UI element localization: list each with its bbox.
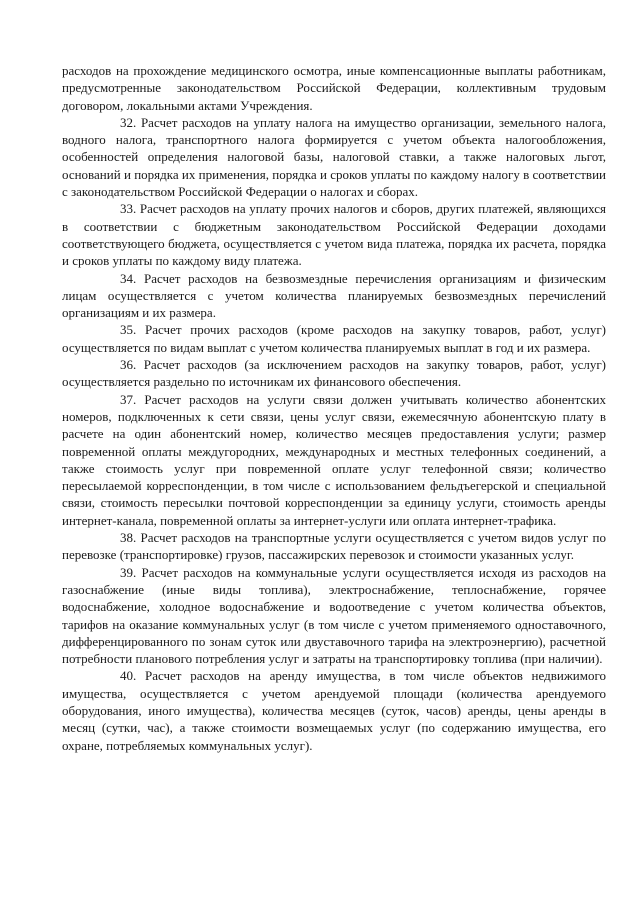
- paragraph-33: 33. Расчет расходов на уплату прочих налогов и сборов, других платежей, являющихся в соответствии с бюджетным законодательством Российской Федерации доходами соответствующего бюджета, осуществляется с учетом вида платежа, порядка их расчета, порядка и сроков уплаты по каждому виду платежа.: [62, 201, 606, 269]
- paragraph-continuation: расходов на прохождение медицинского осмотра, иные компенсационные выплаты работникам, предусмотренные законодательством Российской Федерации, коллективным трудовым договором, локальными актами Учреждения.: [62, 63, 606, 113]
- paragraph-37: 37. Расчет расходов на услуги связи должен учитывать количество абонентских номеров, подключенных к сети связи, цены услуг связи, ежемесячную абонентскую плату в расчете на один абонентский номер, количество месяцев предоставления услуги; размер повременной оплаты междугородних, международных и местных телефонных соединений, а также стоимость услуг при повременной оплате услуг телефонной связи; количество пересылаемой корреспонденции, в том числе с использованием фельдъегерской и специальной связи, стоимость пересылки почтовой корреспонденции за единицу услуги, стоимость аренды интернет-канала, повременной оплаты за интернет-услуги или оплата интернет-трафика.: [62, 391, 606, 528]
- paragraph-39: 39. Расчет расходов на коммунальные услуги осуществляется исходя из расходов на газоснабжение (иные виды топлива), электроснабжение, теплоснабжение, горячее водоснабжение, холодное водоснабжение и водоотведение с учетом количества объектов, тарифов на оказание коммунальных услуг (в том числе с учетом применяемого одноставочного, дифференцированного по зонам суток или двуставочного тарифа на электроэнергию), расчетной потребности планового потребления услуг и затраты на транспортировку топлива (при наличии).: [62, 564, 606, 667]
- paragraph-32: 32. Расчет расходов на уплату налога на имущество организации, земельного налога, водного налога, транспортного налога формируется с учетом объекта налогообложения, особенностей определения налоговой базы, налоговой ставки, а также налоговых льгот, оснований и порядка их применения, порядка и сроков уплаты по каждому налогу в соответствии с законодательством Российской Федерации о налогах и сборах.: [62, 114, 606, 200]
- paragraph-38: 38. Расчет расходов на транспортные услуги осуществляется с учетом видов услуг по перевозке (транспортировке) грузов, пассажирских перевозок и стоимости указанных услуг.: [62, 530, 606, 563]
- paragraph-35: 35. Расчет прочих расходов (кроме расходов на закупку товаров, работ, услуг) осуществляется по видам выплат с учетом количества планируемых выплат в год и их размера.: [62, 322, 606, 355]
- paragraph-34: 34. Расчет расходов на безвозмездные перечисления организациям и физическим лицам осуществляется с учетом количества планируемых безвозмездных перечислений организациям и их размера.: [62, 270, 606, 321]
- paragraph-36: 36. Расчет расходов (за исключением расходов на закупку товаров, работ, услуг) осуществляется раздельно по источникам их финансового обеспечения.: [62, 357, 606, 390]
- paragraph-40: 40. Расчет расходов на аренду имущества, в том числе объектов недвижимого имущества, осуществляется с учетом арендуемой площади (количества арендуемого оборудования, иного имущества), количества месяцев (суток, часов) аренды, цены аренды в месяц (сутки, час), а также стоимости возмещаемых услуг (по содержанию имущества, его охране, потребляемых коммунальных услуг).: [62, 668, 606, 753]
- document-page: [62, 62, 606, 754]
